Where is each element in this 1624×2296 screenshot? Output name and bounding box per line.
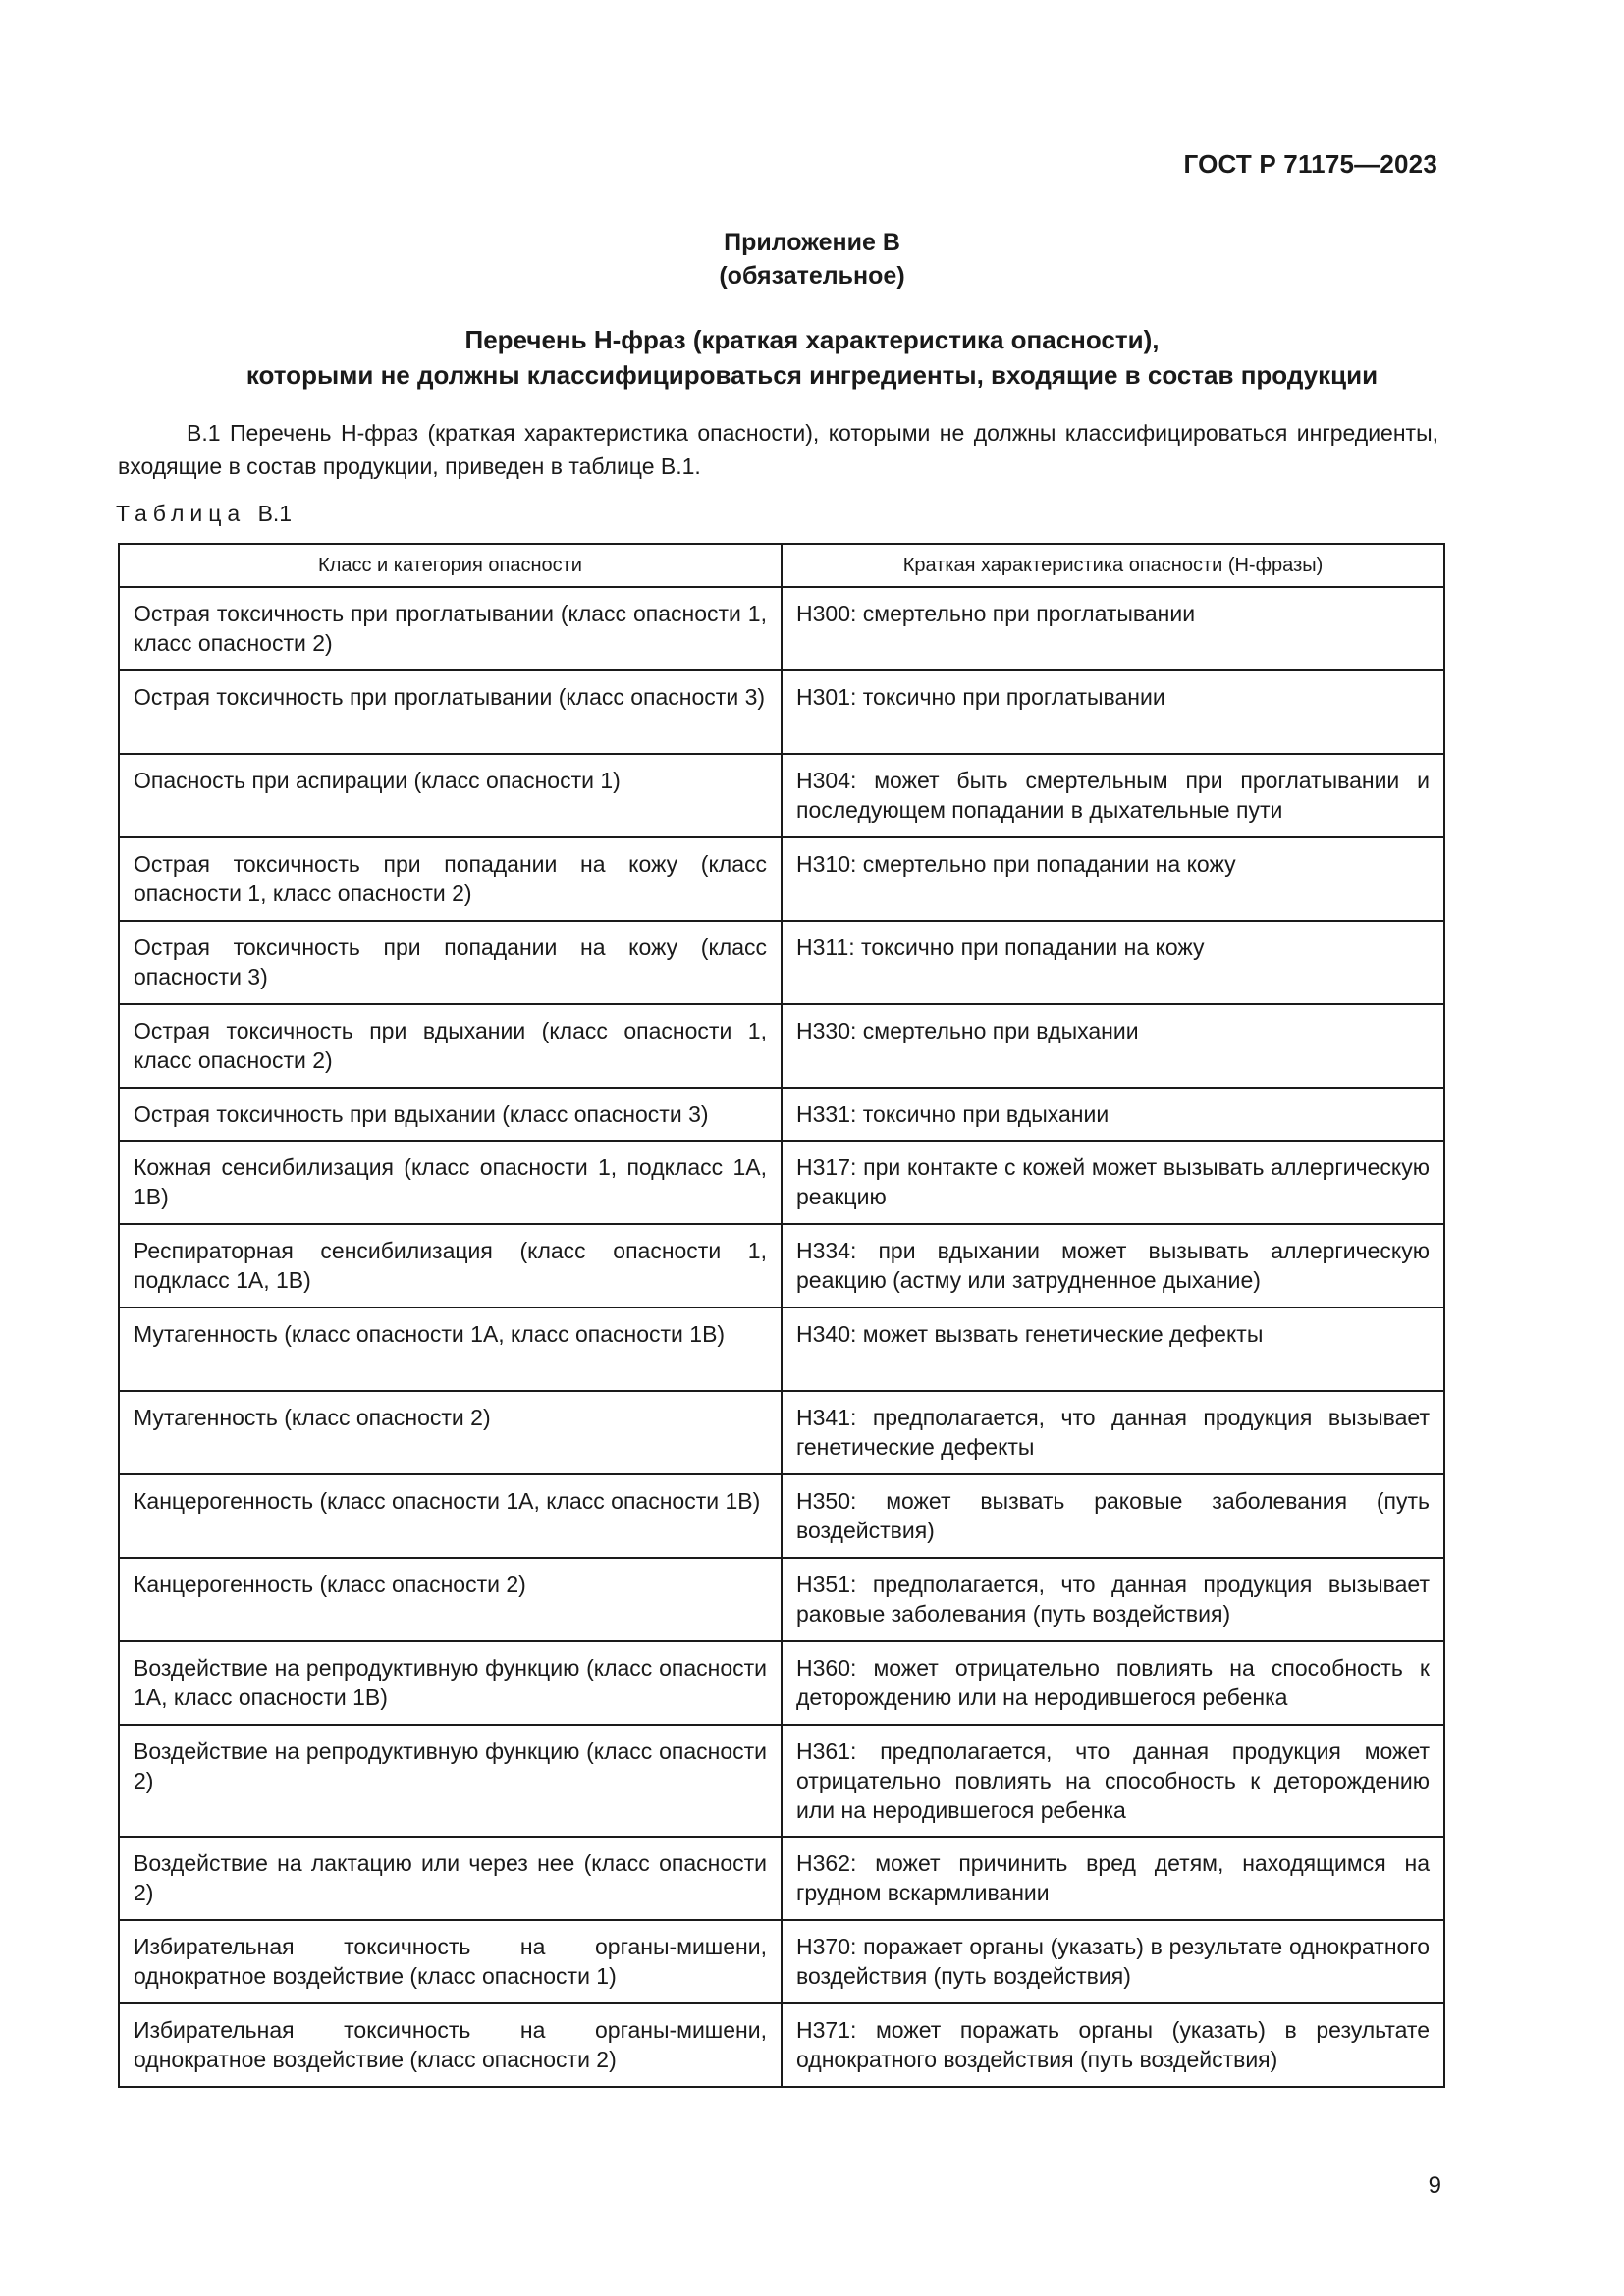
h-phrase-cell: Н317: при контакте с кожей может вызывать аллергическую реакцию	[782, 1141, 1444, 1224]
hazard-cell: Острая токсичность при проглатывании (класс опасности 1, класс опасности 2)	[119, 587, 782, 670]
hazard-cell: Острая токсичность при проглатывании (класс опасности 3)	[119, 670, 782, 754]
title-line-1: Перечень Н-фраз (краткая характеристика опасности),	[464, 325, 1160, 354]
hazard-cell: Острая токсичность при попадании на кожу (класс опасности 1, класс опасности 2)	[119, 837, 782, 921]
page-number: 9	[1428, 2172, 1441, 2199]
hazard-cell: Канцерогенность (класс опасности 2)	[119, 1558, 782, 1641]
hazard-cell: Воздействие на репродуктивную функцию (класс опасности 1А, класс опасности 1В)	[119, 1641, 782, 1725]
hazard-cell: Канцерогенность (класс опасности 1А, класс опасности 1В)	[119, 1474, 782, 1558]
hazard-cell: Воздействие на репродуктивную функцию (класс опасности 2)	[119, 1725, 782, 1837]
h-phrase-cell: Н331: токсично при вдыхании	[782, 1088, 1444, 1141]
table-row	[119, 2003, 1444, 2087]
table-row	[119, 1308, 1444, 1391]
table-row	[119, 1558, 1444, 1641]
h-phrase-cell: Н362: может причинить вред детям, находящимся на грудном вскармливании	[782, 1837, 1444, 1920]
h-phrase-cell: Н371: может поражать органы (указать) в результате однократного воздействия (путь воздействия)	[782, 2003, 1444, 2087]
hazard-cell: Избирательная токсичность на органы-мишени, однократное воздействие (класс опасности 2)	[119, 2003, 782, 2087]
table-row	[119, 921, 1444, 1004]
hazard-cell: Острая токсичность при попадании на кожу (класс опасности 3)	[119, 921, 782, 1004]
h-phrase-cell: Н351: предполагается, что данная продукция вызывает раковые заболевания (путь воздействия)	[782, 1558, 1444, 1641]
hazard-table	[118, 543, 1445, 2088]
table-row	[119, 1641, 1444, 1725]
h-phrase-cell: Н301: токсично при проглатывании	[782, 670, 1444, 754]
h-phrase-cell: Н360: может отрицательно повлиять на способность к деторождению или на неродившегося ребенка	[782, 1641, 1444, 1725]
appendix-heading	[0, 226, 1624, 293]
appendix-status: (обязательное)	[719, 262, 905, 290]
title-line-2: которыми не должны классифицироваться ингредиенты, входящие в состав продукции	[245, 360, 1379, 390]
table-caption-number: В.1	[257, 501, 293, 526]
appendix-label: Приложение В	[724, 229, 900, 256]
hazard-cell: Мутагенность (класс опасности 1А, класс опасности 1В)	[119, 1308, 782, 1391]
h-phrase-cell: Н311: токсично при попадании на кожу	[782, 921, 1444, 1004]
hazard-cell: Кожная сенсибилизация (класс опасности 1, подкласс 1А, 1В)	[119, 1141, 782, 1224]
hazard-cell: Опасность при аспирации (класс опасности 1)	[119, 754, 782, 837]
table-row	[119, 1837, 1444, 1920]
hazard-cell: Мутагенность (класс опасности 2)	[119, 1391, 782, 1474]
h-phrase-cell: Н300: смертельно при проглатывании	[782, 587, 1444, 670]
h-phrase-cell: Н330: смертельно при вдыхании	[782, 1004, 1444, 1088]
h-phrase-cell: Н310: смертельно при попадании на кожу	[782, 837, 1444, 921]
page-title	[118, 322, 1506, 393]
table-row	[119, 1224, 1444, 1308]
h-phrase-cell: Н340: может вызвать генетические дефекты	[782, 1308, 1444, 1391]
h-phrase-cell: Н304: может быть смертельным при проглатывании и последующем попадании в дыхательные пути	[782, 754, 1444, 837]
column-header-hazard-class: Класс и категория опасности	[119, 544, 782, 587]
table-row	[119, 1141, 1444, 1224]
h-phrase-cell: Н334: при вдыхании может вызывать аллергическую реакцию (астму или затрудненное дыхание)	[782, 1224, 1444, 1308]
table-row	[119, 1391, 1444, 1474]
hazard-cell: Острая токсичность при вдыхании (класс опасности 3)	[119, 1088, 782, 1141]
table-caption	[116, 501, 292, 527]
table-row	[119, 1474, 1444, 1558]
intro-paragraph: В.1 Перечень Н-фраз (краткая характеристика опасности), которыми не должны классифицироваться ингредиенты, входящие в состав продукции, приведен в таблице В.1.	[118, 420, 1438, 479]
table-row	[119, 1088, 1444, 1141]
h-phrase-cell: Н341: предполагается, что данная продукция вызывает генетические дефекты	[782, 1391, 1444, 1474]
table-row	[119, 1920, 1444, 2003]
table-row	[119, 1725, 1444, 1837]
table-row	[119, 754, 1444, 837]
h-phrase-cell: Н350: может вызвать раковые заболевания (путь воздействия)	[782, 1474, 1444, 1558]
hazard-cell: Воздействие на лактацию или через нее (класс опасности 2)	[119, 1837, 782, 1920]
table-caption-word: Таблица	[116, 501, 246, 526]
table-row	[119, 1004, 1444, 1088]
h-phrase-cell: Н361: предполагается, что данная продукция может отрицательно повлиять на способность к деторождению или на неродившегося ребенка	[782, 1725, 1444, 1837]
table-row	[119, 837, 1444, 921]
h-phrase-cell: Н370: поражает органы (указать) в результате однократного воздействия (путь воздействия)	[782, 1920, 1444, 2003]
hazard-cell: Респираторная сенсибилизация (класс опасности 1, подкласс 1А, 1В)	[119, 1224, 782, 1308]
hazard-cell: Острая токсичность при вдыхании (класс опасности 1, класс опасности 2)	[119, 1004, 782, 1088]
table-row	[119, 670, 1444, 754]
table-row	[119, 587, 1444, 670]
hazard-cell: Избирательная токсичность на органы-мишени, однократное воздействие (класс опасности 1)	[119, 1920, 782, 2003]
table-header-row	[119, 544, 1444, 587]
column-header-h-phrase: Краткая характеристика опасности (Н-фразы)	[782, 544, 1444, 587]
document-code: ГОСТ Р 71175—2023	[1183, 149, 1437, 179]
